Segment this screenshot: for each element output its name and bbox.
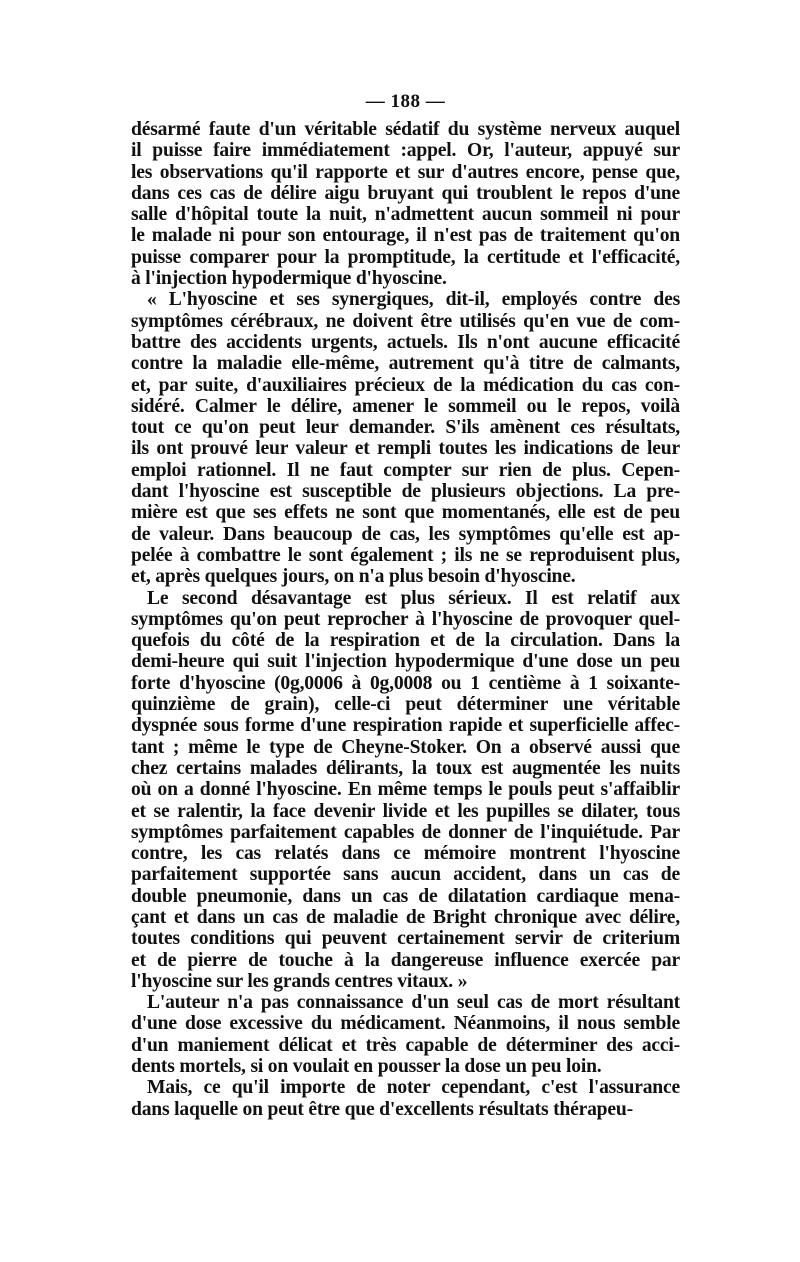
text-line: quinzième de grain), celle-ci peut déterminer une véritable	[131, 694, 680, 716]
text-line: le malade ni pour son entourage, il n'est pas de traitement qu'on	[131, 225, 680, 247]
text-line: symptômes cérébraux, ne doivent être utilisés qu'en vue de com-	[131, 310, 680, 332]
text-line: toutes conditions qui peuvent certainement servir de criterium	[131, 928, 680, 950]
text-line: dant l'hyoscine est susceptible de plusieurs objections. La pre-	[131, 481, 680, 503]
page-number: — 188 —	[365, 91, 446, 112]
text-line: de valeur. Dans beaucoup de cas, les symptômes qu'elle est ap-	[131, 523, 680, 545]
text-line: où on a donné l'hyoscine. En même temps le pouls peut s'affaiblir	[131, 779, 680, 801]
text-line: symptômes parfaitement capables de donner de l'inquiétude. Par	[131, 821, 680, 843]
text-line: emploi rationnel. Il ne faut compter sur rien de plus. Cepen-	[131, 459, 680, 481]
text-line: dyspnée sous forme d'une respiration rapide et superficielle affec-	[131, 715, 680, 737]
text-line: dents mortels, si on voulait en pousser la dose un peu loin.	[131, 1056, 602, 1078]
text-line: d'un maniement délicat et très capable de déterminer des acci-	[131, 1034, 680, 1056]
book-page	[131, 88, 680, 1120]
text-line: « L'hyoscine et ses synergiques, dit-il, employés contre des	[147, 289, 680, 311]
text-line: sidéré. Calmer le délire, amener le sommeil ou le repos, voilà	[131, 395, 680, 417]
text-line: et, par suite, d'auxiliaires précieux de la médication du cas con-	[131, 374, 680, 396]
text-line: contre la maladie elle-même, autrement qu'à titre de calmants,	[131, 353, 680, 375]
text-line: Mais, ce qu'il importe de noter cependant, c'est l'assurance	[147, 1077, 680, 1099]
text-line: pelée à combattre le sont également ; ils ne se reproduisent plus,	[131, 544, 680, 566]
text-line: l'hyoscine sur les grands centres vitaux. »	[131, 970, 468, 992]
text-line: dans laquelle on peut être que d'excellents résultats thérapeu-	[131, 1098, 633, 1120]
text-line: et se ralentir, la face devenir livide et les pupilles se dilater, tous	[131, 800, 680, 822]
text-line: battre des accidents urgents, actuels. Ils n'ont aucune efficacité	[131, 331, 680, 353]
text-line: les observations qu'il rapporte et sur d'autres encore, pense que,	[131, 161, 680, 183]
text-line: à l'injection hypodermique d'hyoscine.	[131, 268, 447, 290]
text-line: ils ont prouvé leur valeur et rempli toutes les indications de leur	[131, 438, 680, 460]
text-line: L'auteur n'a pas connaissance d'un seul cas de mort résultant	[147, 992, 680, 1014]
text-line: forte d'hyoscine (0g,0006 à 0g,0008 ou 1 centième à 1 soixante-	[131, 672, 680, 694]
text-line: double pneumonie, dans un cas de dilatation cardiaque mena-	[131, 885, 680, 907]
text-line: tant ; même le type de Cheyne-Stoker. On a observé aussi que	[131, 736, 680, 758]
text-line: symptômes qu'on peut reprocher à l'hyoscine de provoquer quel-	[131, 608, 680, 630]
text-line: tout ce qu'on peut leur demander. S'ils amènent ces résultats,	[131, 417, 680, 439]
text-line: mière est que ses effets ne sont que momentanés, elle est de peu	[131, 502, 680, 524]
text-line: quefois du côté de la respiration et de la circulation. Dans la	[131, 630, 680, 652]
text-line: Le second désavantage est plus sérieux. Il est relatif aux	[147, 587, 680, 609]
text-line: il puisse faire immédiatement :appel. Or, l'auteur, appuyé sur	[131, 140, 680, 162]
text-line: çant et dans un cas de maladie de Bright chronique avec délire,	[131, 906, 680, 928]
text-line: salle d'hôpital toute la nuit, n'admettent aucun sommeil ni pour	[131, 204, 680, 226]
text-line: parfaitement supportée sans aucun accident, dans un cas de	[131, 864, 680, 886]
text-line: et de pierre de touche à la dangereuse influence exercée par	[131, 949, 680, 971]
page-body-text	[131, 119, 680, 1120]
text-line: demi-heure qui suit l'injection hypodermique d'une dose un peu	[131, 651, 680, 673]
text-line: chez certains malades délirants, la toux est augmentée les nuits	[131, 757, 680, 779]
text-line: d'une dose excessive du médicament. Néanmoins, il nous semble	[131, 1013, 680, 1035]
text-line: désarmé faute d'un véritable sédatif du système nerveux auquel	[131, 119, 680, 140]
text-line: contre, les cas relatés dans ce mémoire montrent l'hyoscine	[131, 843, 680, 865]
text-line: puisse comparer pour la promptitude, la certitude et l'efficacité,	[131, 246, 680, 268]
text-line: et, après quelques jours, on n'a plus besoin d'hyoscine.	[131, 566, 576, 588]
text-line: dans ces cas de délire aigu bruyant qui troublent le repos d'une	[131, 182, 680, 204]
